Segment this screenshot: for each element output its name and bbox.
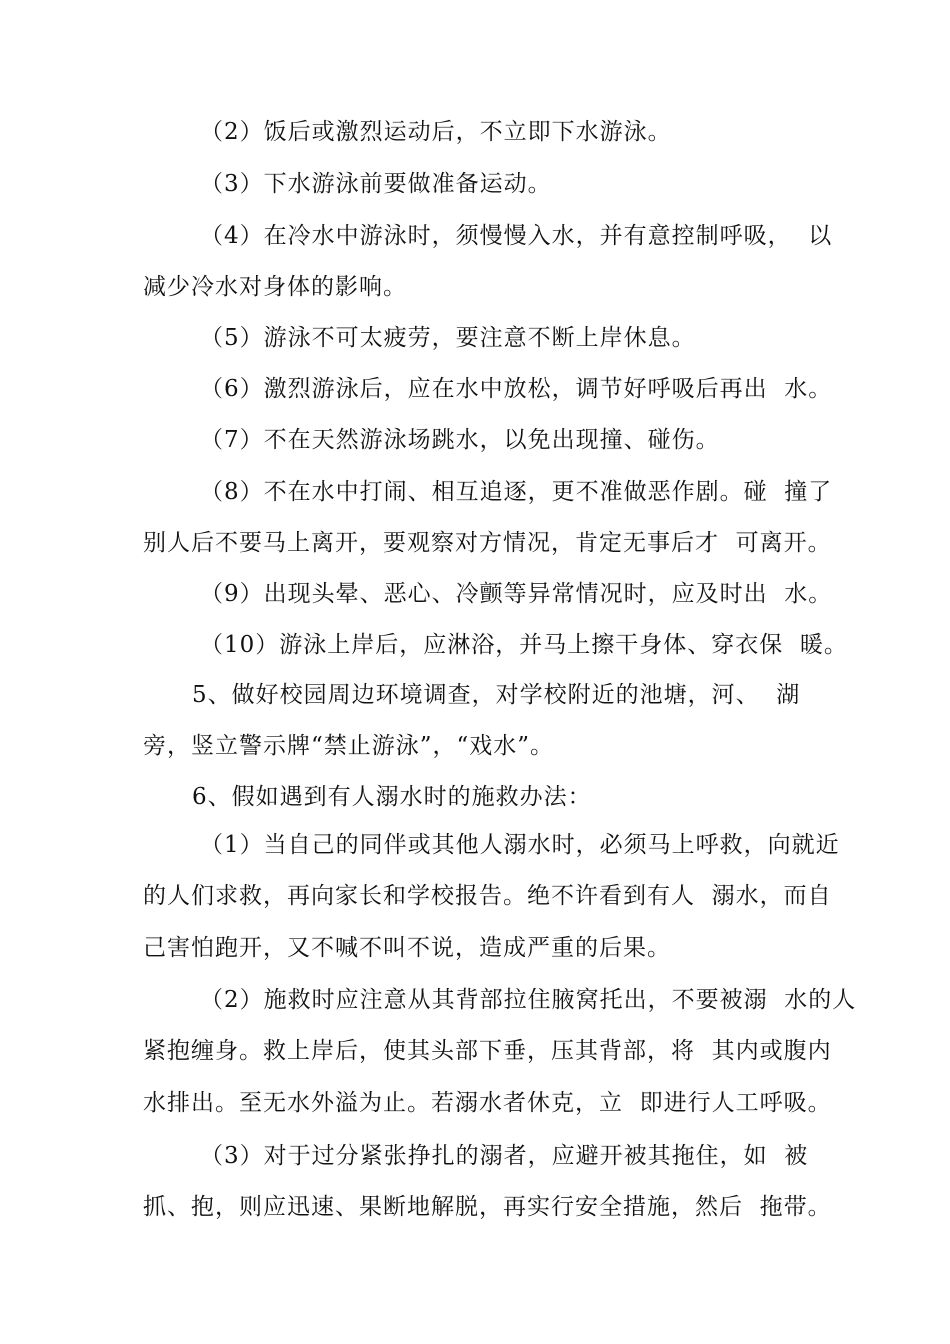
paragraph-line: 5、做好校园周边环境调查，对学校附近的池塘，河、 湖 — [192, 682, 801, 708]
paragraph-line: （6）激烈游泳后，应在水中放松，调节好呼吸后再出 水。 — [200, 376, 833, 402]
paragraph-line: 的人们求救，再向家长和学校报告。绝不许看到有人 溺水，而自 — [143, 883, 832, 909]
paragraph-line: （8）不在水中打闹、相互追逐，更不准做恶作剧。碰 撞了 — [200, 479, 833, 505]
paragraph-line: 水排出。至无水外溢为止。若溺水者休克，立 即进行人工呼吸。 — [143, 1090, 832, 1116]
paragraph-line: 旁，竖立警示牌“禁止游泳”，“戏水”。 — [143, 733, 555, 759]
paragraph-line: （2）施救时应注意从其背部拉住腋窝托出，不要被溺 水的人 — [200, 987, 857, 1013]
paragraph-line: 抓、抱，则应迅速、果断地解脱，再实行安全措施，然后 拖带。 — [143, 1194, 832, 1220]
paragraph-line: （7）不在天然游泳场跳水，以免出现撞、碰伤。 — [200, 427, 720, 453]
paragraph-line: （2）饭后或激烈运动后，不立即下水游泳。 — [200, 119, 672, 145]
paragraph-line: （3）下水游泳前要做准备运动。 — [200, 171, 552, 197]
paragraph-line: 减少冷水对身体的影响。 — [143, 274, 407, 300]
paragraph-line: （4）在冷水中游泳时，须慢慢入水，并有意控制呼吸， 以 — [200, 223, 833, 249]
paragraph-line: 6、假如遇到有人溺水时的施救办法： — [192, 784, 592, 810]
paragraph-line: 己害怕跑开，又不喊不叫不说，造成严重的后果。 — [143, 935, 671, 961]
paragraph-line: （1）当自己的同伴或其他人溺水时，必须马上呼救，向就近 — [200, 832, 840, 858]
paragraph-line: （5）游泳不可太疲劳，要注意不断上岸休息。 — [200, 325, 696, 351]
paragraph-line: 紧抱缠身。救上岸后，使其头部下垂，压其背部，将 其内或腹内 — [143, 1038, 832, 1064]
paragraph-line: （10）游泳上岸后，应淋浴，并马上擦干身体、穿衣保 暖。 — [200, 632, 848, 658]
paragraph-line: （3）对于过分紧张挣扎的溺者，应避开被其拖住，如 被 — [200, 1143, 809, 1169]
paragraph-line: （9）出现头晕、恶心、冷颤等异常情况时，应及时出 水。 — [200, 581, 833, 607]
paragraph-line: 别人后不要马上离开，要观察对方情况，肯定无事后才 可离开。 — [143, 530, 832, 556]
